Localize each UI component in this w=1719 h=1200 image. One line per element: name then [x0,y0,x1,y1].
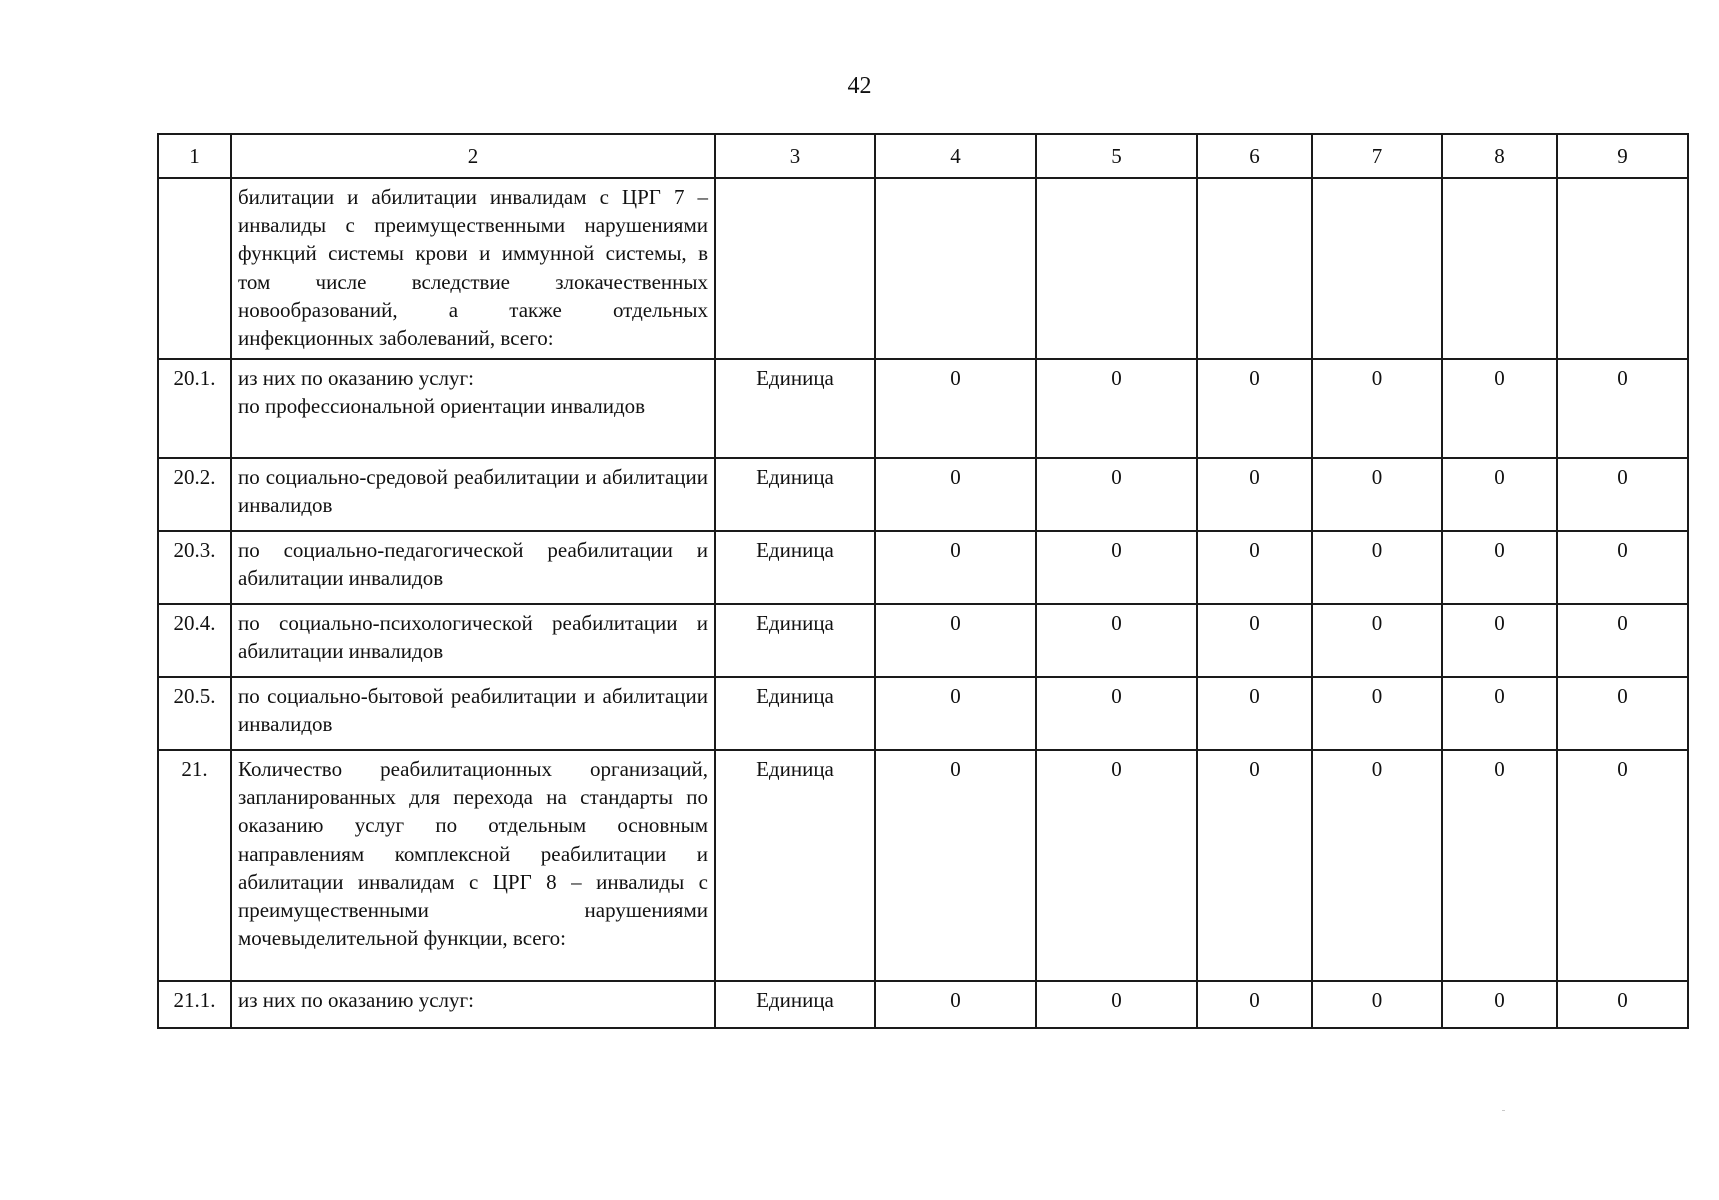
row-unit-cell [715,458,875,531]
row-value-cell-col4 [875,677,1036,750]
row-description-cell-text: по социально-психологической реабилитации и абилитации инвалидов [238,611,708,664]
page-number: 42 [847,73,872,99]
row-value-cell-col5 [1036,359,1197,458]
row-value-cell-col8 [1442,178,1557,359]
row-description-cell-text: из них по оказанию услуг: по профессиональной ориентации инвалидов [238,366,646,419]
row-value-cell-col5-text: 0 [1111,538,1122,562]
table-row [158,178,1688,359]
row-unit-cell [715,981,875,1028]
row-description-cell [231,178,715,359]
header-cell-3: 3 [715,134,875,178]
row-value-cell-col9-text: 0 [1617,366,1628,390]
row-value-cell-col7 [1312,458,1442,531]
scan-speck [1502,1110,1505,1111]
header-cell-8: 8 [1442,134,1557,178]
row-value-cell-col5-text: 0 [1111,757,1122,781]
row-value-cell-col4-text: 0 [950,988,961,1012]
row-value-cell-col7 [1312,677,1442,750]
row-value-cell-col7 [1312,750,1442,981]
row-value-cell-col6 [1197,458,1312,531]
row-unit-cell [715,531,875,604]
row-value-cell-col8-text: 0 [1494,366,1505,390]
row-value-cell-col5 [1036,750,1197,981]
row-value-cell-col7-text: 0 [1371,538,1383,562]
row-value-cell-col6-text: 0 [1249,611,1260,635]
row-unit-cell [715,359,875,458]
row-value-cell-col7-text: 0 [1371,611,1383,635]
row-number-cell-text: 21. [181,757,208,781]
table-header-row [158,134,1688,178]
row-value-cell-col6 [1197,531,1312,604]
header-cell-2: 2 [231,134,715,178]
row-value-cell-col4-text: 0 [950,366,961,390]
row-description-cell [231,458,715,531]
row-value-cell-col4-text: 0 [950,611,961,635]
table-body [158,134,1688,1028]
row-value-cell-col7 [1312,604,1442,677]
row-unit-cell-text: Единица [756,366,834,390]
row-value-cell-col9-text: 0 [1617,684,1628,708]
row-value-cell-col8 [1442,981,1557,1028]
row-unit-cell [715,750,875,981]
row-value-cell-col6 [1197,677,1312,750]
row-number-cell [158,178,231,359]
row-value-cell-col8 [1442,359,1557,458]
row-value-cell-col4-text: 0 [950,684,961,708]
row-value-cell-col5 [1036,531,1197,604]
row-value-cell-col8 [1442,531,1557,604]
row-value-cell-col9-text: 0 [1617,611,1628,635]
row-value-cell-col4-text: 0 [950,757,961,781]
row-value-cell-col9 [1557,178,1688,359]
row-value-cell-col9 [1557,458,1688,531]
row-value-cell-col8 [1442,677,1557,750]
row-description-cell [231,677,715,750]
row-value-cell-col5-text: 0 [1111,611,1122,635]
row-value-cell-col6-text: 0 [1249,465,1260,489]
row-value-cell-col5-text: 0 [1111,988,1122,1012]
row-value-cell-col9-text: 0 [1617,538,1628,562]
table-row [158,677,1688,750]
row-value-cell-col9 [1557,750,1688,981]
row-unit-cell-text: Единица [756,988,834,1012]
row-value-cell-col4-text: 0 [950,538,961,562]
row-unit-cell [715,604,875,677]
row-value-cell-col4 [875,750,1036,981]
table-row [158,750,1688,981]
row-number-cell [158,750,231,981]
row-value-cell-col7 [1312,981,1442,1028]
row-value-cell-col5 [1036,677,1197,750]
row-value-cell-col7-text: 0 [1371,988,1383,1012]
row-value-cell-col6-text: 0 [1249,684,1260,708]
row-description-cell-text: по социально-средовой реабилитации и абилитации инвалидов [238,465,708,518]
row-value-cell-col8-text: 0 [1494,538,1505,562]
row-number-cell-text: 20.4. [173,611,216,635]
row-value-cell-col9 [1557,677,1688,750]
row-value-cell-col9 [1557,604,1688,677]
row-value-cell-col6-text: 0 [1249,538,1260,562]
row-value-cell-col5-text: 0 [1111,366,1122,390]
row-value-cell-col5-text: 0 [1111,465,1122,489]
row-unit-cell-text: Единица [756,465,834,489]
row-number-cell [158,604,231,677]
header-cell-5: 5 [1036,134,1197,178]
row-number-cell-text: 20.5. [173,684,216,708]
row-value-cell-col4 [875,359,1036,458]
row-value-cell-col4 [875,178,1036,359]
row-description-cell-text: из них по оказанию услуг: [238,988,474,1012]
row-value-cell-col9 [1557,531,1688,604]
header-cell-7: 7 [1312,134,1442,178]
row-value-cell-col8-text: 0 [1494,611,1505,635]
row-description-cell [231,750,715,981]
row-value-cell-col7 [1312,359,1442,458]
row-value-cell-col4 [875,531,1036,604]
row-value-cell-col8 [1442,750,1557,981]
row-value-cell-col5 [1036,458,1197,531]
row-value-cell-col4 [875,604,1036,677]
row-description-cell-text: по социально-педагогической реабилитации и абилитации инвалидов [238,538,708,591]
table-row [158,531,1688,604]
row-number-cell-text: 20.1. [173,366,216,390]
row-description-cell [231,531,715,604]
header-cell-4: 4 [875,134,1036,178]
row-value-cell-col8-text: 0 [1494,465,1505,489]
row-value-cell-col9-text: 0 [1617,757,1628,781]
row-number-cell-text: 21.1. [173,988,216,1012]
row-value-cell-col6 [1197,359,1312,458]
row-value-cell-col7-text: 0 [1371,757,1383,781]
row-value-cell-col4-text: 0 [950,465,961,489]
table-row [158,458,1688,531]
row-value-cell-col9 [1557,981,1688,1028]
row-value-cell-col7-text: 0 [1371,684,1383,708]
table-row [158,359,1688,458]
row-unit-cell [715,677,875,750]
row-unit-cell-text: Единица [756,611,834,635]
row-value-cell-col8-text: 0 [1494,757,1505,781]
row-value-cell-col7-text: 0 [1371,465,1383,489]
row-number-cell [158,677,231,750]
row-value-cell-col7 [1312,178,1442,359]
row-description-cell [231,604,715,677]
row-value-cell-col6-text: 0 [1249,988,1260,1012]
row-number-cell [158,981,231,1028]
row-value-cell-col6-text: 0 [1249,366,1260,390]
row-unit-cell [715,178,875,359]
row-description-cell [231,981,715,1028]
row-value-cell-col6-text: 0 [1249,757,1260,781]
row-value-cell-col7 [1312,531,1442,604]
row-value-cell-col7-text: 0 [1371,366,1383,390]
row-value-cell-col9-text: 0 [1617,465,1628,489]
row-value-cell-col4 [875,981,1036,1028]
row-value-cell-col8 [1442,458,1557,531]
row-value-cell-col6 [1197,604,1312,677]
row-value-cell-col5 [1036,604,1197,677]
row-unit-cell-text: Единица [756,757,834,781]
row-value-cell-col6 [1197,178,1312,359]
data-table [157,133,1689,1029]
row-description-cell [231,359,715,458]
row-number-cell [158,531,231,604]
row-value-cell-col4 [875,458,1036,531]
row-number-cell-text: 20.2. [173,465,216,489]
header-cell-1: 1 [158,134,231,178]
row-number-cell [158,458,231,531]
row-value-cell-col9 [1557,359,1688,458]
row-value-cell-col5 [1036,178,1197,359]
header-cell-6: 6 [1197,134,1312,178]
row-value-cell-col9-text: 0 [1617,988,1628,1012]
row-value-cell-col5 [1036,981,1197,1028]
row-number-cell-text: 20.3. [173,538,216,562]
row-description-cell-text: Количество реабилитационных организаций, запланированных для перехода на стандарты по оказанию услуг по отдельным основным направлениям комплексной реабилитации и абилитации инвалидам с ЦРГ 8 – инвалиды с преимущественными нарушениями мочевыделительной функции, всего: [238,757,708,951]
row-value-cell-col8-text: 0 [1494,988,1505,1012]
row-value-cell-col5-text: 0 [1111,684,1122,708]
row-value-cell-col6 [1197,750,1312,981]
row-value-cell-col8-text: 0 [1494,684,1505,708]
row-unit-cell-text: Единица [756,538,834,562]
table-row [158,604,1688,677]
row-value-cell-col8 [1442,604,1557,677]
row-description-cell-text: билитации и абилитации инвалидам с ЦРГ 7 – инвалиды с преимущественными нарушениями функций системы крови и иммунной системы, в том числе вследствие злокачественных новообразований, а также отдельных инфекционных заболеваний, всего: [238,185,708,351]
row-unit-cell-text: Единица [756,684,834,708]
row-value-cell-col6 [1197,981,1312,1028]
header-cell-9: 9 [1557,134,1688,178]
row-number-cell [158,359,231,458]
table-row [158,981,1688,1028]
row-description-cell-text: по социально-бытовой реабилитации и абилитации инвалидов [238,684,708,737]
